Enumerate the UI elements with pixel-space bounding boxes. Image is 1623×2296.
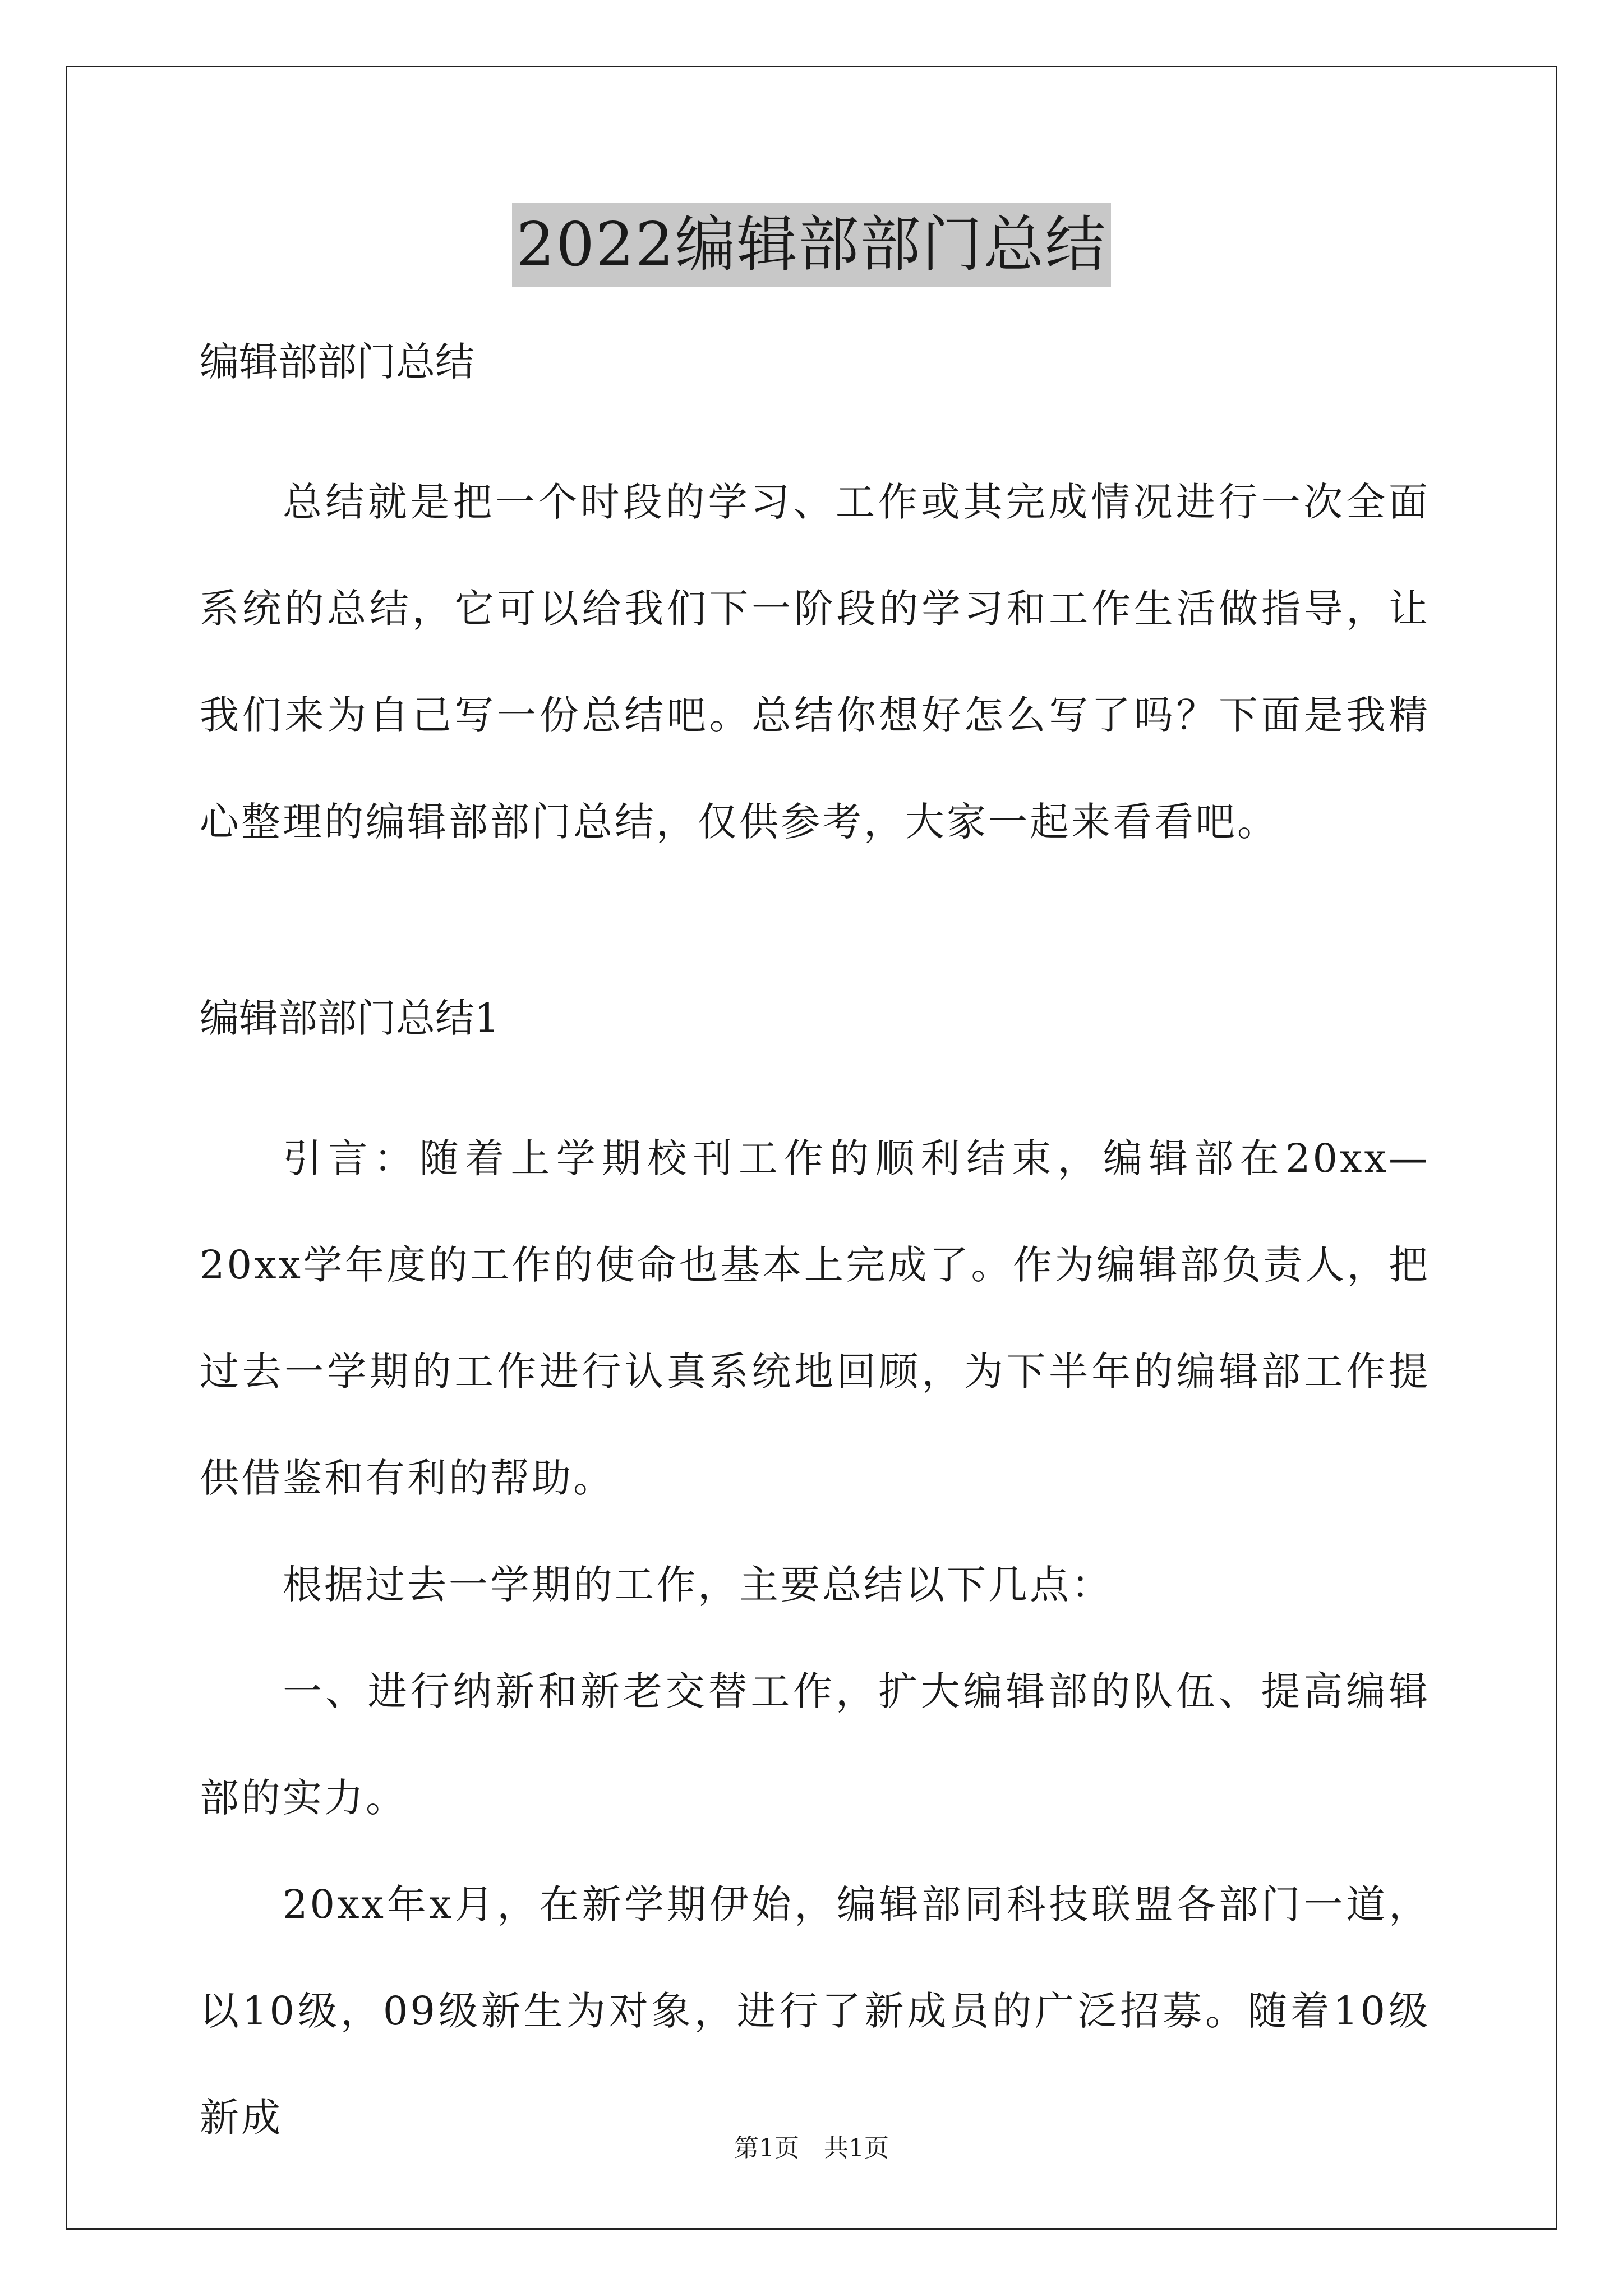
page-footer: 第1页 共1页 xyxy=(734,2134,889,2162)
paragraph-recruitment: 20xx年x月，在新学期伊始，编辑部同科技联盟各部门一道，以10级，09级新生为对象，进行了新成员的广泛招募。随着10级新成 xyxy=(200,1881,1430,2141)
paragraph-intro-remarks: 引言：随着上学期校刊工作的顺利结束，编辑部在20xx—20xx学年度的工作的使命也基本上完成了。作为编辑部负责人，把过去一学期的工作进行认真系统地回顾，为下半年的编辑部工作提供借鉴和有利的帮助。 xyxy=(200,1135,1430,1501)
paragraph-summary-points: 根据过去一学期的工作，主要总结以下几点： xyxy=(283,1562,1113,1608)
paragraph-point-one: 一、进行纳新和新老交替工作，扩大编辑部的队伍、提高编辑部的实力。 xyxy=(200,1668,1430,1821)
section-heading-main: 编辑部部门总结 xyxy=(200,339,474,385)
document-title: 2022编辑部部门总结 xyxy=(512,203,1112,287)
document-body xyxy=(200,337,1430,2171)
section-heading-1: 编辑部部门总结1 xyxy=(200,995,500,1041)
title-container xyxy=(0,203,1623,287)
intro-paragraph: 总结就是把一个时段的学习、工作或其完成情况进行一次全面系统的总结，它可以给我们下一阶段的学习和工作生活做指导，让我们来为自己写一份总结吧。总结你想好怎么写了吗？下面是我精心整理的编辑部部门总结，仅供参考，大家一起来看看吧。 xyxy=(200,479,1430,845)
